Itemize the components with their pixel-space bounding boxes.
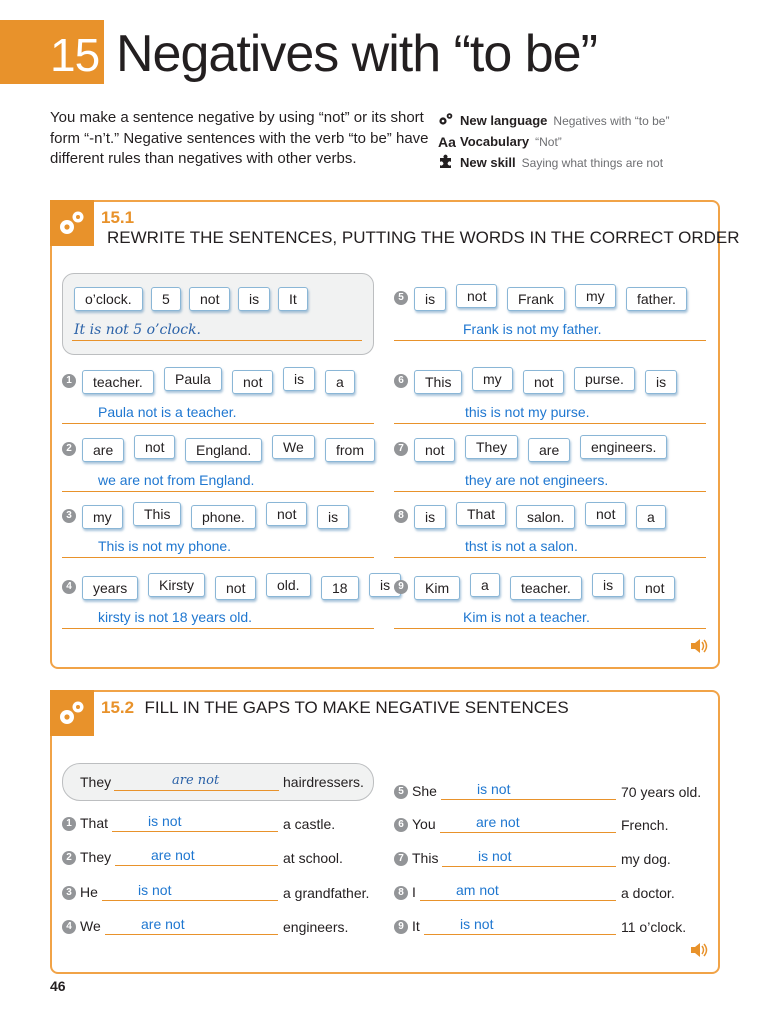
- word-tile[interactable]: not: [232, 370, 273, 394]
- item-subject: You: [412, 816, 436, 832]
- answer-text[interactable]: kirsty is not 18 years old.: [98, 609, 253, 625]
- word-tile[interactable]: old.: [266, 573, 311, 597]
- audio-speaker-icon[interactable]: [690, 942, 708, 961]
- answer-text[interactable]: Kim is not a teacher.: [463, 609, 590, 625]
- gap-line: [440, 832, 616, 833]
- item-number: 3: [62, 886, 76, 900]
- word-tile[interactable]: years: [82, 576, 138, 600]
- page-number: 46: [50, 978, 66, 994]
- word-tile[interactable]: my: [472, 367, 513, 391]
- word-tile[interactable]: not: [585, 502, 626, 526]
- word-tile[interactable]: teacher.: [510, 576, 582, 600]
- word-tile[interactable]: are: [82, 438, 124, 462]
- item-subject: She: [412, 783, 437, 799]
- word-tile[interactable]: not: [634, 576, 675, 600]
- item-number: 1: [62, 817, 76, 831]
- exercise-title: FILL IN THE GAPS TO MAKE NEGATIVE SENTENCES: [144, 698, 569, 717]
- item-rest: a doctor.: [621, 885, 675, 901]
- exercise-number: 15.2: [101, 698, 135, 717]
- exercise-number: 15.1: [101, 208, 135, 227]
- answer-text[interactable]: this is not my purse.: [465, 404, 590, 420]
- gap-line: [424, 934, 616, 935]
- item-number: 5: [394, 291, 408, 305]
- item-number: 8: [394, 886, 408, 900]
- item-rest: a grandfather.: [283, 885, 370, 901]
- item-number: 6: [394, 818, 408, 832]
- item-number: 8: [394, 509, 408, 523]
- item-subject: It: [412, 918, 420, 934]
- gap-line: [420, 900, 616, 901]
- word-tile[interactable]: We: [272, 435, 315, 459]
- word-tile[interactable]: Kirsty: [148, 573, 205, 597]
- item-number: 9: [394, 580, 408, 594]
- word-tile[interactable]: phone.: [191, 505, 256, 529]
- answer-text[interactable]: are not: [476, 814, 520, 830]
- word-tile[interactable]: England.: [185, 438, 262, 462]
- word-tile[interactable]: a: [636, 505, 666, 529]
- word-tile[interactable]: This: [133, 502, 181, 526]
- item-rest: 70 years old.: [621, 784, 702, 800]
- item-number: 5: [394, 785, 408, 799]
- answer-text[interactable]: is not: [138, 882, 172, 898]
- word-tile[interactable]: Paula: [164, 367, 222, 391]
- word-tile[interactable]: is: [283, 367, 315, 391]
- answer-text[interactable]: is not: [460, 916, 494, 932]
- item-number: 6: [394, 374, 408, 388]
- word-tile[interactable]: is: [369, 573, 401, 597]
- item-rest: French.: [621, 817, 669, 833]
- item-number: 7: [394, 852, 408, 866]
- item-subject: He: [80, 884, 98, 900]
- answer-text[interactable]: is not: [477, 781, 511, 797]
- meta-value: Negatives with “to be”: [553, 113, 670, 128]
- meta-label: New language: [460, 113, 548, 128]
- item-subject: We: [80, 918, 101, 934]
- word-tile[interactable]: is: [317, 505, 349, 529]
- item-number: 7: [394, 442, 408, 456]
- word-tile[interactable]: my: [82, 505, 123, 529]
- word-tile[interactable]: o’clock.: [74, 287, 143, 311]
- item-rest: 11 o’clock.: [621, 919, 687, 935]
- gap-line: [102, 900, 278, 901]
- word-tile[interactable]: Frank: [507, 287, 565, 311]
- word-tile[interactable]: 5: [151, 287, 181, 311]
- word-tile[interactable]: are: [528, 438, 570, 462]
- word-tile[interactable]: from: [325, 438, 375, 462]
- gap-line: [112, 831, 278, 832]
- item-number: 1: [62, 374, 76, 388]
- item-rest: engineers.: [283, 919, 349, 935]
- word-tile[interactable]: is: [592, 573, 624, 597]
- unit-number: 15: [50, 29, 100, 81]
- item-number: 2: [62, 851, 76, 865]
- item-number: 4: [62, 920, 76, 934]
- word-tile[interactable]: That: [456, 502, 506, 526]
- word-tile[interactable]: Kim: [414, 576, 460, 600]
- word-tile[interactable]: not: [414, 438, 455, 462]
- meta-value: Saying what things are not: [521, 155, 664, 170]
- word-tile[interactable]: This: [414, 370, 462, 394]
- answer-text[interactable]: thst is not a salon.: [465, 538, 578, 554]
- word-tile[interactable]: father.: [626, 287, 687, 311]
- meta-label: New skill: [460, 155, 516, 170]
- gap-line: [114, 790, 279, 791]
- word-tile[interactable]: is: [645, 370, 677, 394]
- word-tile[interactable]: teacher.: [82, 370, 154, 394]
- answer-text[interactable]: is not: [478, 848, 512, 864]
- item-rest: a castle.: [283, 816, 336, 832]
- exercise-title: REWRITE THE SENTENCES, PUTTING THE WORDS IN THE CORRECT ORDER: [107, 228, 740, 247]
- word-tile[interactable]: They: [465, 435, 518, 459]
- gap-line: [441, 799, 616, 800]
- item-subject: They: [80, 849, 112, 865]
- word-tile[interactable]: is: [414, 287, 446, 311]
- word-tile[interactable]: engineers.: [580, 435, 667, 459]
- word-tile[interactable]: not: [266, 502, 307, 526]
- item-subject: That: [80, 815, 109, 831]
- answer-text[interactable]: are not: [141, 916, 185, 932]
- word-tile[interactable]: purse.: [574, 367, 635, 391]
- word-tile[interactable]: 18: [321, 576, 359, 600]
- word-tile[interactable]: salon.: [516, 505, 575, 529]
- answer-text[interactable]: we are not from England.: [98, 472, 255, 488]
- item-number: 4: [62, 580, 76, 594]
- word-tile[interactable]: not: [134, 435, 175, 459]
- answer-text[interactable]: Frank is not my father.: [463, 321, 602, 337]
- word-tile[interactable]: my: [575, 284, 616, 308]
- answer-text[interactable]: they are not engineers.: [465, 472, 609, 488]
- example-subject: They: [80, 774, 112, 790]
- answer-text[interactable]: am not: [456, 882, 499, 898]
- word-tile[interactable]: is: [414, 505, 446, 529]
- word-tile[interactable]: a: [325, 370, 355, 394]
- item-rest: my dog.: [621, 851, 671, 867]
- item-subject: This: [412, 850, 439, 866]
- word-tile[interactable]: not: [189, 287, 230, 311]
- intro-text: You make a sentence negative by using “not” or its short form “-n’t.” Negative sentences with the verb “to be” have different rules than negatives with other verbs.: [50, 109, 429, 167]
- item-subject: I: [412, 884, 416, 900]
- gap-line: [105, 934, 278, 935]
- word-tile[interactable]: a: [470, 573, 500, 597]
- answer-text[interactable]: is not: [148, 813, 182, 829]
- word-tile[interactable]: not: [456, 284, 497, 308]
- word-tile[interactable]: It: [278, 287, 308, 311]
- word-tile[interactable]: not: [215, 576, 256, 600]
- answer-text[interactable]: are not: [151, 847, 195, 863]
- word-tile[interactable]: not: [523, 370, 564, 394]
- gap-line: [442, 866, 616, 867]
- item-number: 9: [394, 920, 408, 934]
- item-rest: at school.: [283, 850, 343, 866]
- answer-text[interactable]: This is not my phone.: [98, 538, 232, 554]
- word-tile[interactable]: is: [238, 287, 270, 311]
- example-answer: It is not 5 o’clock.: [74, 322, 201, 338]
- meta-value: “Not”: [535, 134, 562, 149]
- meta-label: Vocabulary: [460, 134, 530, 149]
- answer-text[interactable]: Paula not is a teacher.: [98, 404, 237, 420]
- item-number: 2: [62, 442, 76, 456]
- gap-line: [115, 865, 278, 866]
- item-number: 3: [62, 509, 76, 523]
- example-answer: are not: [172, 773, 220, 788]
- page-title: Negatives with “to be”: [116, 25, 597, 83]
- aa-icon: Aa: [438, 133, 456, 150]
- example-rest: hairdressers.: [283, 774, 364, 790]
